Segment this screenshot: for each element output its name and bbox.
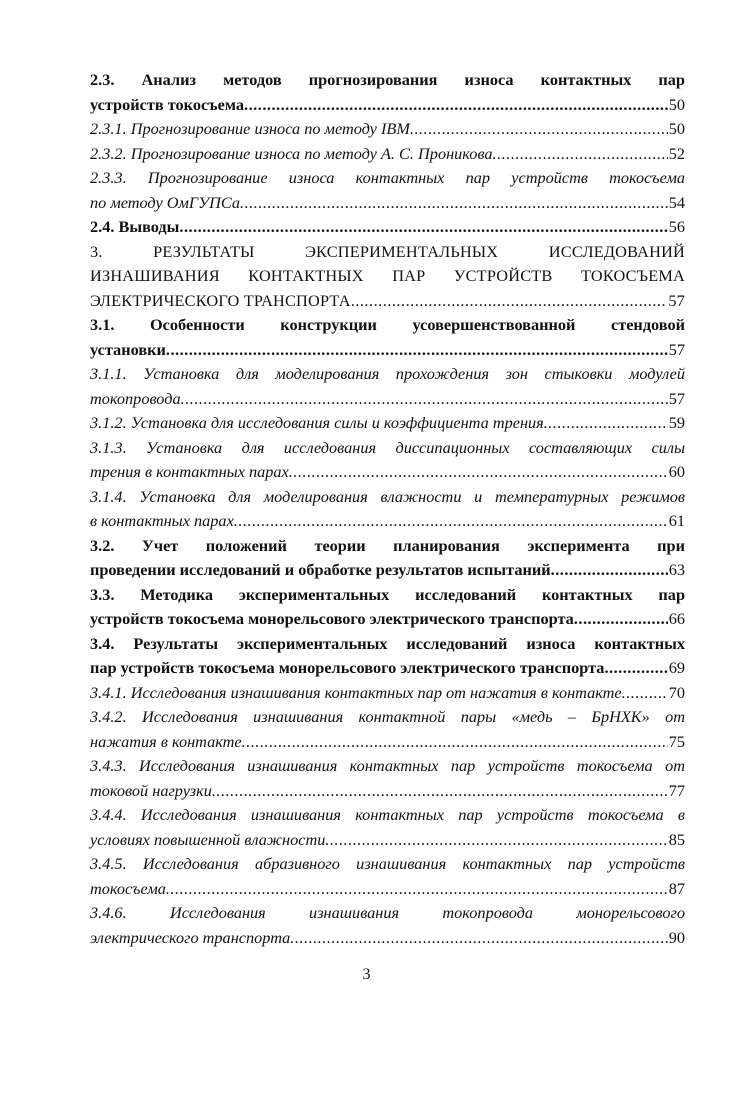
toc-entry-text: 3.4.6. Исследования изнашивания токопровода монорельсового bbox=[90, 903, 685, 922]
toc-entry-3-4-1[interactable] bbox=[90, 681, 685, 706]
toc-page-number: 50 bbox=[668, 119, 685, 138]
toc-entry-text: 3.4.4. Исследования изнашивания контактных пар устройств токосъема в bbox=[90, 805, 685, 824]
toc-entry-3-4-5[interactable] bbox=[90, 852, 685, 901]
toc-entry-text: нажатия в контакте bbox=[90, 731, 242, 751]
dot-leader bbox=[574, 607, 668, 632]
toc-page-number: 52 bbox=[668, 143, 685, 163]
toc-entry-text: установки bbox=[90, 339, 166, 359]
toc-entry-3-4-3[interactable] bbox=[90, 754, 685, 803]
toc-page-number: 50 bbox=[668, 94, 685, 114]
toc-page-number: 56 bbox=[668, 217, 685, 236]
toc-entry-text: ИЗНАШИВАНИЯ КОНТАКТНЫХ ПАР УСТРОЙСТВ ТОКОСЪЕМА bbox=[90, 266, 685, 285]
toc-entry-text: 3.1.4. Установка для моделирования влажности и температурных режимов bbox=[90, 486, 685, 506]
dot-leader bbox=[166, 338, 668, 363]
dot-leader bbox=[351, 289, 668, 314]
toc-entry-2-3-2[interactable] bbox=[90, 142, 685, 167]
toc-entry-3-1-3[interactable] bbox=[90, 436, 685, 485]
toc-entry-text: токовой нагрузки bbox=[90, 780, 212, 800]
table-of-contents bbox=[90, 68, 685, 950]
toc-entry-text: пар устройств токосъема монорельсового электрического транспорта bbox=[90, 658, 605, 677]
toc-entry-text: устройств токосъема bbox=[90, 94, 245, 114]
dot-leader bbox=[179, 215, 667, 240]
dot-leader bbox=[544, 411, 668, 436]
toc-entry-text: 3. РЕЗУЛЬТАТЫ ЭКСПЕРИМЕНТАЛЬНЫХ ИССЛЕДОВАНИЙ bbox=[90, 241, 685, 261]
toc-page-number: 54 bbox=[668, 192, 685, 212]
toc-page-number: 63 bbox=[668, 560, 685, 579]
toc-entry-text: трения в контактных парах bbox=[90, 462, 289, 481]
toc-entry-2-4[interactable] bbox=[90, 215, 685, 240]
dot-leader bbox=[166, 877, 668, 902]
toc-entry-3-1-2[interactable] bbox=[90, 411, 685, 436]
toc-entry-text: токопровода bbox=[90, 388, 181, 408]
toc-entry-text: 2.3.1. Прогнозирование износа по методу IBM bbox=[90, 119, 410, 138]
toc-entry-text: устройств токосъема монорельсового электрического транспорта bbox=[90, 609, 574, 628]
page-number: 3 bbox=[362, 966, 371, 983]
dot-leader bbox=[289, 460, 668, 485]
dot-leader bbox=[622, 681, 668, 706]
dot-leader bbox=[242, 730, 668, 755]
dot-leader bbox=[181, 387, 668, 412]
toc-entry-3-1-1[interactable] bbox=[90, 362, 685, 411]
dot-leader bbox=[234, 509, 668, 534]
toc-entry-text: ЭЛЕКТРИЧЕСКОГО ТРАНСПОРТА bbox=[90, 290, 351, 310]
toc-entry-3-3[interactable] bbox=[90, 583, 685, 632]
toc-page-number: 70 bbox=[668, 682, 685, 702]
toc-entry-text: 2.4. Выводы bbox=[90, 217, 180, 236]
dot-leader bbox=[240, 191, 668, 216]
toc-entry-text: токосъема bbox=[90, 878, 166, 898]
toc-page-number: 90 bbox=[668, 927, 685, 947]
toc-entry-3-4-4[interactable] bbox=[90, 803, 685, 852]
toc-page-number: 57 bbox=[668, 388, 685, 408]
toc-entry-text: проведении исследований и обработке результатов испытаний bbox=[90, 560, 551, 579]
toc-page-number: 61 bbox=[668, 511, 685, 530]
toc-page-number: 57 bbox=[668, 290, 685, 310]
toc-entry-3-4-6[interactable] bbox=[90, 901, 685, 950]
toc-entry-text: условиях повышенной влажности bbox=[90, 829, 326, 849]
toc-entry-3-1[interactable] bbox=[90, 313, 685, 362]
toc-page-number: 66 bbox=[668, 609, 685, 628]
toc-entry-text: 3.2. Учет положений теории планирования эксперимента при bbox=[90, 535, 685, 555]
dot-leader bbox=[551, 558, 668, 583]
toc-entry-3-2[interactable] bbox=[90, 534, 685, 583]
toc-page-number: 69 bbox=[668, 658, 685, 677]
toc-entry-text: 3.1.2. Установка для исследования силы и коэффициента трения bbox=[90, 413, 544, 432]
toc-entry-2-3-1[interactable] bbox=[90, 117, 685, 142]
toc-entry-3-4[interactable] bbox=[90, 632, 685, 681]
dot-leader bbox=[493, 142, 668, 167]
toc-entry-3[interactable] bbox=[90, 240, 685, 314]
toc-page-number: 77 bbox=[668, 780, 685, 800]
dot-leader bbox=[325, 828, 667, 853]
toc-page-number: 85 bbox=[668, 829, 685, 849]
dot-leader bbox=[244, 93, 668, 118]
toc-entry-text: в контактных парах bbox=[90, 511, 234, 530]
toc-entry-text: 2.3.2. Прогнозирование износа по методу А. С. Проникова bbox=[90, 143, 493, 163]
toc-page-number: 87 bbox=[668, 878, 685, 898]
toc-page-number: 59 bbox=[668, 413, 685, 432]
dot-leader bbox=[410, 117, 668, 142]
toc-entry-text: 3.4.2. Исследования изнашивания контактной пары «медь – БрНХК» от bbox=[90, 707, 685, 726]
toc-entry-text: по методу ОмГУПСа bbox=[90, 192, 240, 212]
toc-entry-text: 3.4.3. Исследования изнашивания контактных пар устройств токосъема от bbox=[90, 756, 685, 775]
toc-entry-text: 3.4.5. Исследования абразивного изнашивания контактных пар устройств bbox=[90, 854, 685, 873]
toc-entry-text: 3.4. Результаты экспериментальных исследований износа контактных bbox=[90, 633, 685, 653]
toc-page-number: 60 bbox=[668, 462, 685, 481]
toc-entry-text: 2.3.3. Прогнозирование износа контактных пар устройств токосъема bbox=[90, 168, 685, 187]
toc-entry-3-1-4[interactable] bbox=[90, 485, 685, 534]
toc-entry-2-3-3[interactable] bbox=[90, 166, 685, 215]
toc-entry-2-3[interactable] bbox=[90, 68, 685, 117]
toc-entry-3-4-2[interactable] bbox=[90, 705, 685, 754]
toc-entry-text: электрического транспорта bbox=[90, 927, 291, 947]
dot-leader bbox=[290, 926, 667, 951]
toc-entry-text: 3.4.1. Исследования изнашивания контактных пар от нажатия в контакте bbox=[90, 682, 622, 702]
toc-entry-text: 3.1.3. Установка для исследования диссипационных составляющих силы bbox=[90, 437, 685, 457]
dot-leader bbox=[604, 656, 667, 681]
toc-entry-text: 3.1.1. Установка для моделирования прохождения зон стыковки модулей bbox=[90, 364, 685, 383]
toc-page-number: 57 bbox=[668, 339, 685, 359]
toc-entry-text: 3.1. Особенности конструкции усовершенствованной стендовой bbox=[90, 315, 685, 334]
toc-entry-text: 2.3. Анализ методов прогнозирования износа контактных пар bbox=[90, 70, 685, 89]
toc-entry-text: 3.3. Методика экспериментальных исследований контактных пар bbox=[90, 584, 685, 604]
toc-page-number: 75 bbox=[668, 731, 685, 751]
dot-leader bbox=[212, 779, 668, 804]
